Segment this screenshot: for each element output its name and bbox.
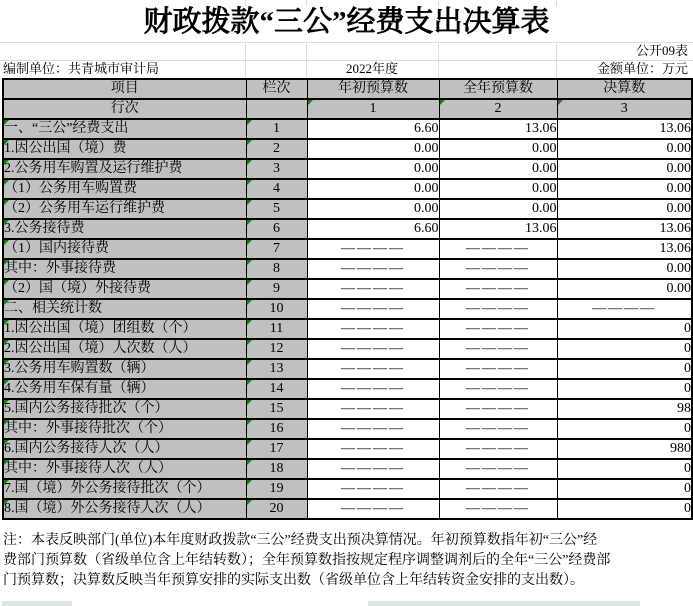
value-cell-3: 0: [557, 359, 692, 379]
comment-indicator-icon: [247, 340, 252, 345]
comment-indicator-icon: [4, 260, 9, 265]
value-cell-3: 0: [557, 479, 692, 499]
meta-row: [0, 60, 693, 78]
table-row: [3, 399, 692, 419]
value-cell-1: ————: [307, 259, 439, 279]
line-number-cell: 17: [246, 439, 307, 459]
line-number-cell: 19: [246, 479, 307, 499]
partial-cell-stub: [2, 601, 72, 606]
line-number-cell: 1: [246, 119, 307, 139]
line-number-cell: 11: [246, 319, 307, 339]
comment-indicator-icon: [4, 280, 9, 285]
table-row: [3, 239, 692, 259]
comment-indicator-icon: [308, 100, 313, 105]
value-cell-3: 98: [557, 399, 692, 419]
table-row: [3, 359, 692, 379]
value-cell-2: 0.00: [439, 139, 557, 159]
line-number-cell: 7: [246, 239, 307, 259]
value-cell-2: 13.06: [439, 119, 557, 139]
table-row: [3, 139, 692, 159]
comment-indicator-icon: [4, 200, 9, 205]
page-title: 财政拨款“三公”经费支出决算表: [143, 6, 550, 38]
value-cell-2: ————: [439, 299, 557, 319]
comment-indicator-icon: [4, 420, 9, 425]
comment-indicator-icon: [247, 200, 252, 205]
value-cell-2: ————: [439, 379, 557, 399]
value-cell-3: 0.00: [557, 199, 692, 219]
item-cell: 其中：外事接待费: [3, 259, 246, 279]
comment-indicator-icon: [247, 380, 252, 385]
comment-indicator-icon: [247, 180, 252, 185]
comment-indicator-icon: [247, 320, 252, 325]
comment-indicator-icon: [247, 460, 252, 465]
item-cell: 2.因公出国（境）人次数（人）: [3, 339, 246, 359]
value-cell-3: 0.00: [557, 159, 692, 179]
value-cell-1: ————: [307, 339, 439, 359]
table-row: [3, 119, 692, 139]
value-cell-1: ————: [307, 459, 439, 479]
comment-indicator-icon: [247, 420, 252, 425]
year-label: 2022年度: [345, 61, 398, 76]
line-number-cell: 16: [246, 419, 307, 439]
item-cell: 4.公务用车保有量（辆）: [3, 379, 246, 399]
line-number-cell: 2: [246, 139, 307, 159]
table-row: [3, 259, 692, 279]
table-row: [3, 339, 692, 359]
value-cell-1: ————: [307, 419, 439, 439]
line-number-cell: 14: [246, 379, 307, 399]
comment-indicator-icon: [4, 340, 9, 345]
table-row: [3, 419, 692, 439]
value-cell-1: 0.00: [307, 199, 439, 219]
value-cell-1: ————: [307, 319, 439, 339]
comment-indicator-icon: [247, 160, 252, 165]
comment-indicator-icon: [4, 160, 9, 165]
header-row: [3, 79, 692, 99]
comment-indicator-icon: [4, 480, 9, 485]
value-cell-2: ————: [439, 439, 557, 459]
line-number-cell: 8: [246, 259, 307, 279]
comment-indicator-icon: [4, 400, 9, 405]
sheet-label: 公开09表: [635, 43, 688, 58]
table-row: [3, 379, 692, 399]
item-cell: 6.国内公务接待人次（人）: [3, 439, 246, 459]
comment-indicator-icon: [440, 100, 445, 105]
comment-indicator-icon: [247, 300, 252, 305]
line-col-2: 2: [439, 99, 557, 119]
value-cell-2: 13.06: [439, 219, 557, 239]
table-row: [3, 219, 692, 239]
table-row: [3, 459, 692, 479]
header-annual-budget: 全年预算数: [439, 79, 557, 99]
footnote: [3, 531, 691, 591]
table-row: [3, 499, 692, 519]
prepared-by-label: 编制单位：共青城市审计局: [3, 61, 160, 76]
item-cell: 7.国（境）外公务接待批次（个）: [3, 479, 246, 499]
value-cell-2: ————: [439, 279, 557, 299]
comment-indicator-icon: [4, 300, 9, 305]
comment-indicator-icon: [247, 240, 252, 245]
comment-indicator-icon: [4, 220, 9, 225]
comment-indicator-icon: [247, 360, 252, 365]
table-row: [3, 159, 692, 179]
footnote-line: 注：本表反映部门(单位)本年度财政拨款“三公”经费支出预决算情况。年初预算数指年初“三公”经: [3, 533, 598, 548]
comment-indicator-icon: [4, 320, 9, 325]
header-column-no: 栏次: [246, 79, 307, 99]
comment-indicator-icon: [247, 220, 252, 225]
value-cell-3: 0.00: [557, 259, 692, 279]
line-number-cell: 3: [246, 159, 307, 179]
value-cell-1: ————: [307, 299, 439, 319]
value-cell-2: ————: [439, 499, 557, 519]
line-number-cell: 20: [246, 499, 307, 519]
amount-unit-label: 金额单位：万元: [596, 61, 688, 76]
value-cell-3: 13.06: [557, 119, 692, 139]
value-cell-2: ————: [439, 419, 557, 439]
value-cell-1: ————: [307, 239, 439, 259]
comment-indicator-icon: [247, 440, 252, 445]
comment-indicator-icon: [247, 260, 252, 265]
item-cell: （1）国内接待费: [3, 239, 246, 259]
value-cell-2: ————: [439, 479, 557, 499]
header-initial-budget: 年初预算数: [307, 79, 439, 99]
value-cell-3: 980: [557, 439, 692, 459]
value-cell-1: ————: [307, 439, 439, 459]
value-cell-3: ————: [557, 299, 692, 319]
value-cell-3: 0: [557, 379, 692, 399]
value-cell-1: ————: [307, 399, 439, 419]
comment-indicator-icon: [4, 140, 9, 145]
value-cell-1: ————: [307, 379, 439, 399]
item-cell: 1.因公出国（境）团组数（个）: [3, 319, 246, 339]
value-cell-3: 0.00: [557, 279, 692, 299]
value-cell-1: ————: [307, 279, 439, 299]
value-cell-1: 6.60: [307, 119, 439, 139]
value-cell-2: ————: [439, 319, 557, 339]
line-number-cell: 15: [246, 399, 307, 419]
comment-indicator-icon: [4, 380, 9, 385]
comment-indicator-icon: [247, 400, 252, 405]
comment-indicator-icon: [4, 500, 9, 505]
line-col-1: 1: [307, 99, 439, 119]
value-cell-3: 13.06: [557, 219, 692, 239]
line-number-row: [3, 99, 692, 119]
comment-indicator-icon: [558, 100, 563, 105]
line-number-cell: 4: [246, 179, 307, 199]
item-cell: 2.公务用车购置及运行维护费: [3, 159, 246, 179]
item-cell: 一、“三公”经费支出: [3, 119, 246, 139]
partial-cell-stub: [368, 601, 640, 606]
comment-indicator-icon: [4, 360, 9, 365]
comment-indicator-icon: [247, 500, 252, 505]
item-cell: 其中：外事接待批次（个）: [3, 419, 246, 439]
value-cell-2: ————: [439, 259, 557, 279]
footnote-line: 费部门预算数（省级单位含上年结转数）；全年预算数指按规定程序调整调剂后的全年“三公”经费部: [3, 553, 611, 568]
line-number-cell: 18: [246, 459, 307, 479]
item-cell: 其中：外事接待人次（人）: [3, 459, 246, 479]
line-number-cell: 6: [246, 219, 307, 239]
value-cell-2: 0.00: [439, 199, 557, 219]
table-row: [3, 179, 692, 199]
comment-indicator-icon: [247, 140, 252, 145]
value-cell-1: 6.60: [307, 219, 439, 239]
item-cell: 1.因公出国（境）费: [3, 139, 246, 159]
header-final-account: 决算数: [557, 79, 692, 99]
comment-indicator-icon: [4, 240, 9, 245]
comment-indicator-icon: [4, 180, 9, 185]
value-cell-1: ————: [307, 479, 439, 499]
line-row-empty-cell: [246, 99, 307, 119]
value-cell-3: 0: [557, 459, 692, 479]
comment-indicator-icon: [4, 120, 9, 125]
value-cell-3: 13.06: [557, 239, 692, 259]
value-cell-1: 0.00: [307, 179, 439, 199]
comment-indicator-icon: [247, 480, 252, 485]
item-cell: 5.国内公务接待批次（个）: [3, 399, 246, 419]
value-cell-3: 0.00: [557, 139, 692, 159]
item-cell: （2）公务用车运行维护费: [3, 199, 246, 219]
value-cell-3: 0: [557, 319, 692, 339]
value-cell-3: 0: [557, 419, 692, 439]
line-col-3: 3: [557, 99, 692, 119]
value-cell-2: ————: [439, 459, 557, 479]
value-cell-3: 0: [557, 339, 692, 359]
item-cell: 3.公务接待费: [3, 219, 246, 239]
value-cell-2: 0.00: [439, 159, 557, 179]
value-cell-2: 0.00: [439, 179, 557, 199]
line-number-cell: 9: [246, 279, 307, 299]
value-cell-2: ————: [439, 339, 557, 359]
value-cell-1: ————: [307, 359, 439, 379]
line-number-cell: 5: [246, 199, 307, 219]
item-cell: （1）公务用车购置费: [3, 179, 246, 199]
item-cell: 3.公务用车购置数（辆）: [3, 359, 246, 379]
table-row: [3, 199, 692, 219]
table-row: [3, 299, 692, 319]
line-number-cell: 13: [246, 359, 307, 379]
table-row: [3, 439, 692, 459]
comment-indicator-icon: [4, 440, 9, 445]
value-cell-2: ————: [439, 239, 557, 259]
three-public-expenditure-table: [2, 78, 693, 520]
comment-indicator-icon: [247, 280, 252, 285]
item-cell: 二、相关统计数: [3, 299, 246, 319]
value-cell-1: ————: [307, 499, 439, 519]
table-row: [3, 279, 692, 299]
value-cell-2: ————: [439, 399, 557, 419]
footnote-line: 门预算数；决算数反映当年预算安排的实际支出数（省级单位含上年结转资金安排的支出数）。: [3, 573, 584, 588]
value-cell-1: 0.00: [307, 139, 439, 159]
meta-row-sheet-label: [0, 42, 688, 60]
comment-indicator-icon: [4, 460, 9, 465]
comment-indicator-icon: [247, 120, 252, 125]
value-cell-3: 0: [557, 499, 692, 519]
header-item: 项目: [3, 79, 246, 99]
value-cell-2: ————: [439, 359, 557, 379]
table-row: [3, 479, 692, 499]
line-number-cell: 10: [246, 299, 307, 319]
value-cell-3: 0.00: [557, 179, 692, 199]
table-row: [3, 319, 692, 339]
line-row-label: 行次: [3, 99, 246, 119]
line-number-cell: 12: [246, 339, 307, 359]
item-cell: 8.国（境）外公务接待人次（人）: [3, 499, 246, 519]
item-cell: （2）国（境）外接待费: [3, 279, 246, 299]
value-cell-1: 0.00: [307, 159, 439, 179]
